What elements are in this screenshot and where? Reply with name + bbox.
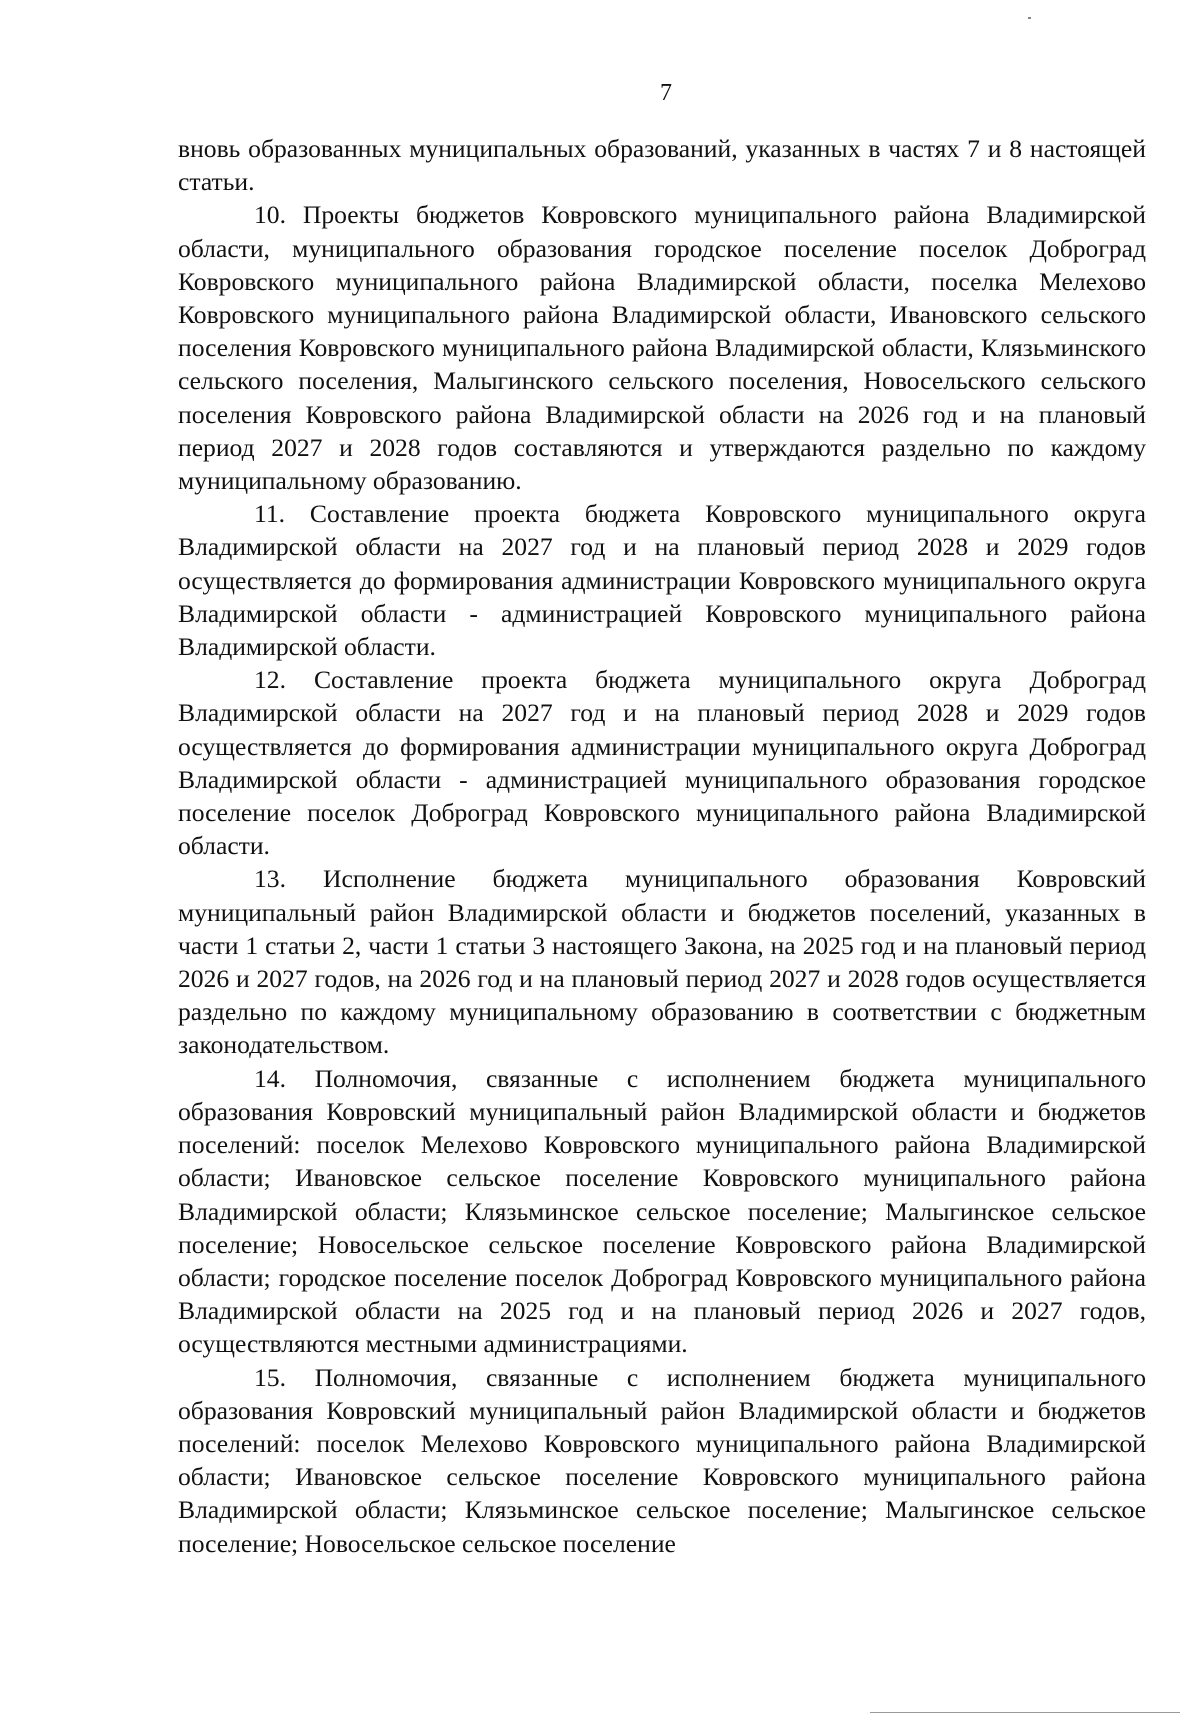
page-number: 7 [660,80,672,106]
paragraph-12: 12. Составление проекта бюджета муниципального округа Доброград Владимирской области на 2027 год и на плановый период 2028 и 2029 годов осуществляется до формирования администрации муниципального округа Доброград Владимирской области - администрацией муниципального образования городское поселение поселок Доброград Ковровского муниципального района Владимирской области. [178,665,1146,861]
paragraph-13: 13. Исполнение бюджета муниципального образования Ковровский муниципальный район Владимирской области и бюджетов поселений, указанных в части 1 статьи 2, части 1 статьи 3 настоящего Закона, на 2025 год и на плановый период 2026 и 2027 годов, на 2026 год и на плановый период 2027 и 2028 годов осуществляется раздельно по каждому муниципальному образованию в соответствии с бюджетным законодательством. [178,864,1146,1060]
paragraph-14: 14. Полномочия, связанные с исполнением бюджета муниципального образования Ковровский муниципальный район Владимирской области и бюджетов поселений: поселок Мелехово Ковровского муниципального района Владимирской области; Ивановское сельское поселение Ковровского муниципального района Владимирской области; Клязьминское сельское поселение; Малыгинское сельское поселение; Новосельское сельское поселение Ковровского района Владимирской области; городское поселение поселок Доброград Ковровского муниципального района Владимирской области на 2025 год и на плановый период 2026 и 2027 годов, осуществляются местными администрациями. [178,1063,1146,1359]
paragraph-continuation: вновь образованных муниципальных образований, указанных в частях 7 и 8 настоящей статьи. [178,134,1146,197]
scan-speck [1028,17,1031,19]
document-body [178,132,1146,1560]
paragraph-10: 10. Проекты бюджетов Ковровского муниципального района Владимирской области, муниципального образования городское поселение поселок Доброград Ковровского муниципального района Владимирской области, поселка Мелехово Ковровского муниципального района Владимирской области, Ивановского сельского поселения Ковровского муниципального района Владимирской области, Клязьминского сельского поселения, Малыгинского сельского поселения, Новосельского сельского поселения Ковровского района Владимирской области на 2026 год и на плановый период 2027 и 2028 годов составляются и утверждаются раздельно по каждому муниципальному образованию. [178,200,1146,496]
paragraph-11: 11. Составление проекта бюджета Ковровского муниципального округа Владимирской области на 2027 год и на плановый период 2028 и 2029 годов осуществляется до формирования администрации Ковровского муниципального округа Владимирской области - администрацией Ковровского муниципального района Владимирской области. [178,499,1146,662]
footer-rule [870,1712,1180,1713]
paragraph-15: 15. Полномочия, связанные с исполнением бюджета муниципального образования Ковровский муниципальный район Владимирской области и бюджетов поселений: поселок Мелехово Ковровского муниципального района Владимирской области; Ивановское сельское поселение Ковровского муниципального района Владимирской области; Клязьминское сельское поселение; Малыгинское сельское поселение; Новосельское сельское поселение [178,1362,1146,1558]
